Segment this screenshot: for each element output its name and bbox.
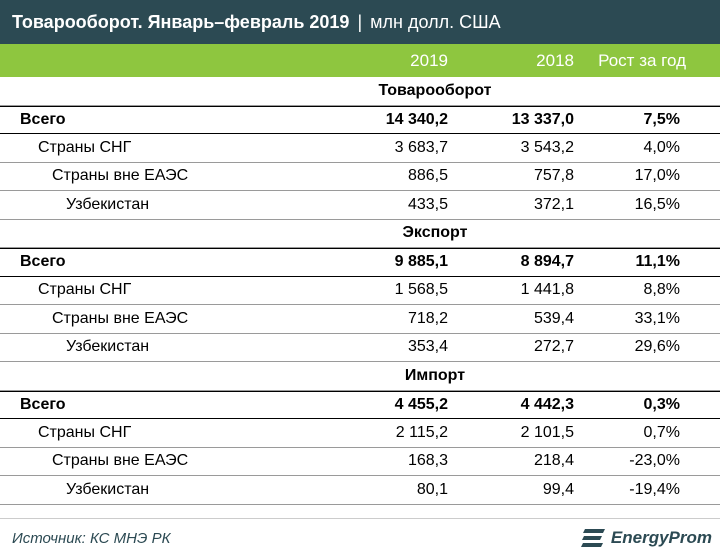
- cell-growth: -19,4%: [629, 480, 680, 498]
- title-bar: [0, 0, 720, 44]
- cell-2019: 168,3: [407, 452, 448, 470]
- table-row: [0, 305, 720, 334]
- section-title: Экспорт: [402, 224, 468, 242]
- table-row: [0, 391, 720, 420]
- cell-2019: 433,5: [407, 195, 448, 213]
- cell-2019: 4 455,2: [394, 395, 448, 413]
- cell-2019: 718,2: [407, 309, 448, 327]
- cell-2018: 218,4: [533, 452, 574, 470]
- table-row: [0, 191, 720, 220]
- cell-growth: 11,1%: [635, 253, 680, 271]
- table-body: [0, 77, 720, 505]
- cell-2018: 99,4: [542, 480, 574, 498]
- row-label: Страны СНГ: [38, 423, 132, 441]
- cell-2018: 372,1: [533, 195, 574, 213]
- cell-2019: 886,5: [407, 167, 448, 185]
- cell-2018: 272,7: [533, 338, 574, 356]
- cell-2018: 8 894,7: [520, 253, 574, 271]
- cell-2018: 539,4: [533, 309, 574, 327]
- row-label: Узбекистан: [66, 338, 150, 356]
- cell-growth: 16,5%: [634, 195, 680, 213]
- cell-2019: 2 115,2: [395, 423, 448, 441]
- table-row: [0, 248, 720, 277]
- cell-growth: 8,8%: [643, 281, 680, 299]
- footer: [0, 518, 720, 557]
- cell-2019: 3 683,7: [394, 138, 448, 156]
- table-row: [0, 106, 720, 135]
- table-row: [0, 448, 720, 477]
- row-label: Страны СНГ: [38, 281, 132, 299]
- row-label: Всего: [20, 253, 66, 271]
- cell-growth: 7,5%: [643, 110, 680, 128]
- source-note: Источник: КС МНЭ РК: [12, 529, 171, 547]
- row-label: Страны вне ЕАЭС: [52, 309, 189, 327]
- row-label: Страны вне ЕАЭС: [52, 167, 189, 185]
- cell-2018: 3 543,2: [520, 138, 574, 156]
- cell-2019: 1 568,5: [394, 281, 448, 299]
- cell-growth: 4,0%: [643, 138, 680, 156]
- cell-2018: 2 101,5: [520, 423, 574, 441]
- column-header-2018: 2018: [536, 50, 574, 70]
- cell-2018: 757,8: [533, 167, 574, 185]
- title-separator: |: [357, 11, 363, 32]
- row-label: Страны вне ЕАЭС: [52, 452, 189, 470]
- row-label: Всего: [20, 110, 66, 128]
- cell-2019: 14 340,2: [385, 110, 448, 128]
- section-header: [0, 220, 720, 249]
- table-row: [0, 334, 720, 363]
- cell-growth: -23,0%: [629, 452, 680, 470]
- cell-2018: 1 441,8: [520, 281, 574, 299]
- table-row: [0, 163, 720, 192]
- table-row: [0, 277, 720, 306]
- column-header-2019: 2019: [410, 50, 448, 70]
- section-header: [0, 77, 720, 106]
- unit-label: млн долл. США: [370, 11, 501, 32]
- cell-2018: 4 442,3: [520, 395, 574, 413]
- table-row: [0, 476, 720, 505]
- table-row: [0, 419, 720, 448]
- column-header-growth: Рост за год: [598, 50, 686, 70]
- section-header: [0, 362, 720, 391]
- brand-name: EnergyProm: [610, 528, 712, 547]
- section-title: Товарооборот: [378, 81, 492, 99]
- cell-2019: 80,1: [416, 480, 448, 498]
- section-title: Импорт: [404, 366, 466, 384]
- table-row: [0, 134, 720, 163]
- cell-2019: 9 885,1: [394, 253, 448, 271]
- cell-growth: 29,6%: [634, 338, 680, 356]
- column-header-row: [0, 44, 720, 77]
- energyprom-logo-icon: [581, 526, 607, 550]
- cell-growth: 17,0%: [634, 167, 680, 185]
- row-label: Узбекистан: [66, 480, 150, 498]
- cell-2019: 353,4: [407, 338, 448, 356]
- cell-growth: 0,7%: [643, 423, 680, 441]
- row-label: Узбекистан: [66, 195, 150, 213]
- brand-logo: [581, 526, 720, 550]
- row-label: Всего: [20, 395, 66, 413]
- row-label: Страны СНГ: [38, 138, 132, 156]
- cell-2018: 13 337,0: [511, 110, 574, 128]
- cell-growth: 0,3%: [643, 395, 680, 413]
- page-title: Товарооборот. Январь–февраль 2019: [12, 11, 350, 32]
- cell-growth: 33,1%: [634, 309, 680, 327]
